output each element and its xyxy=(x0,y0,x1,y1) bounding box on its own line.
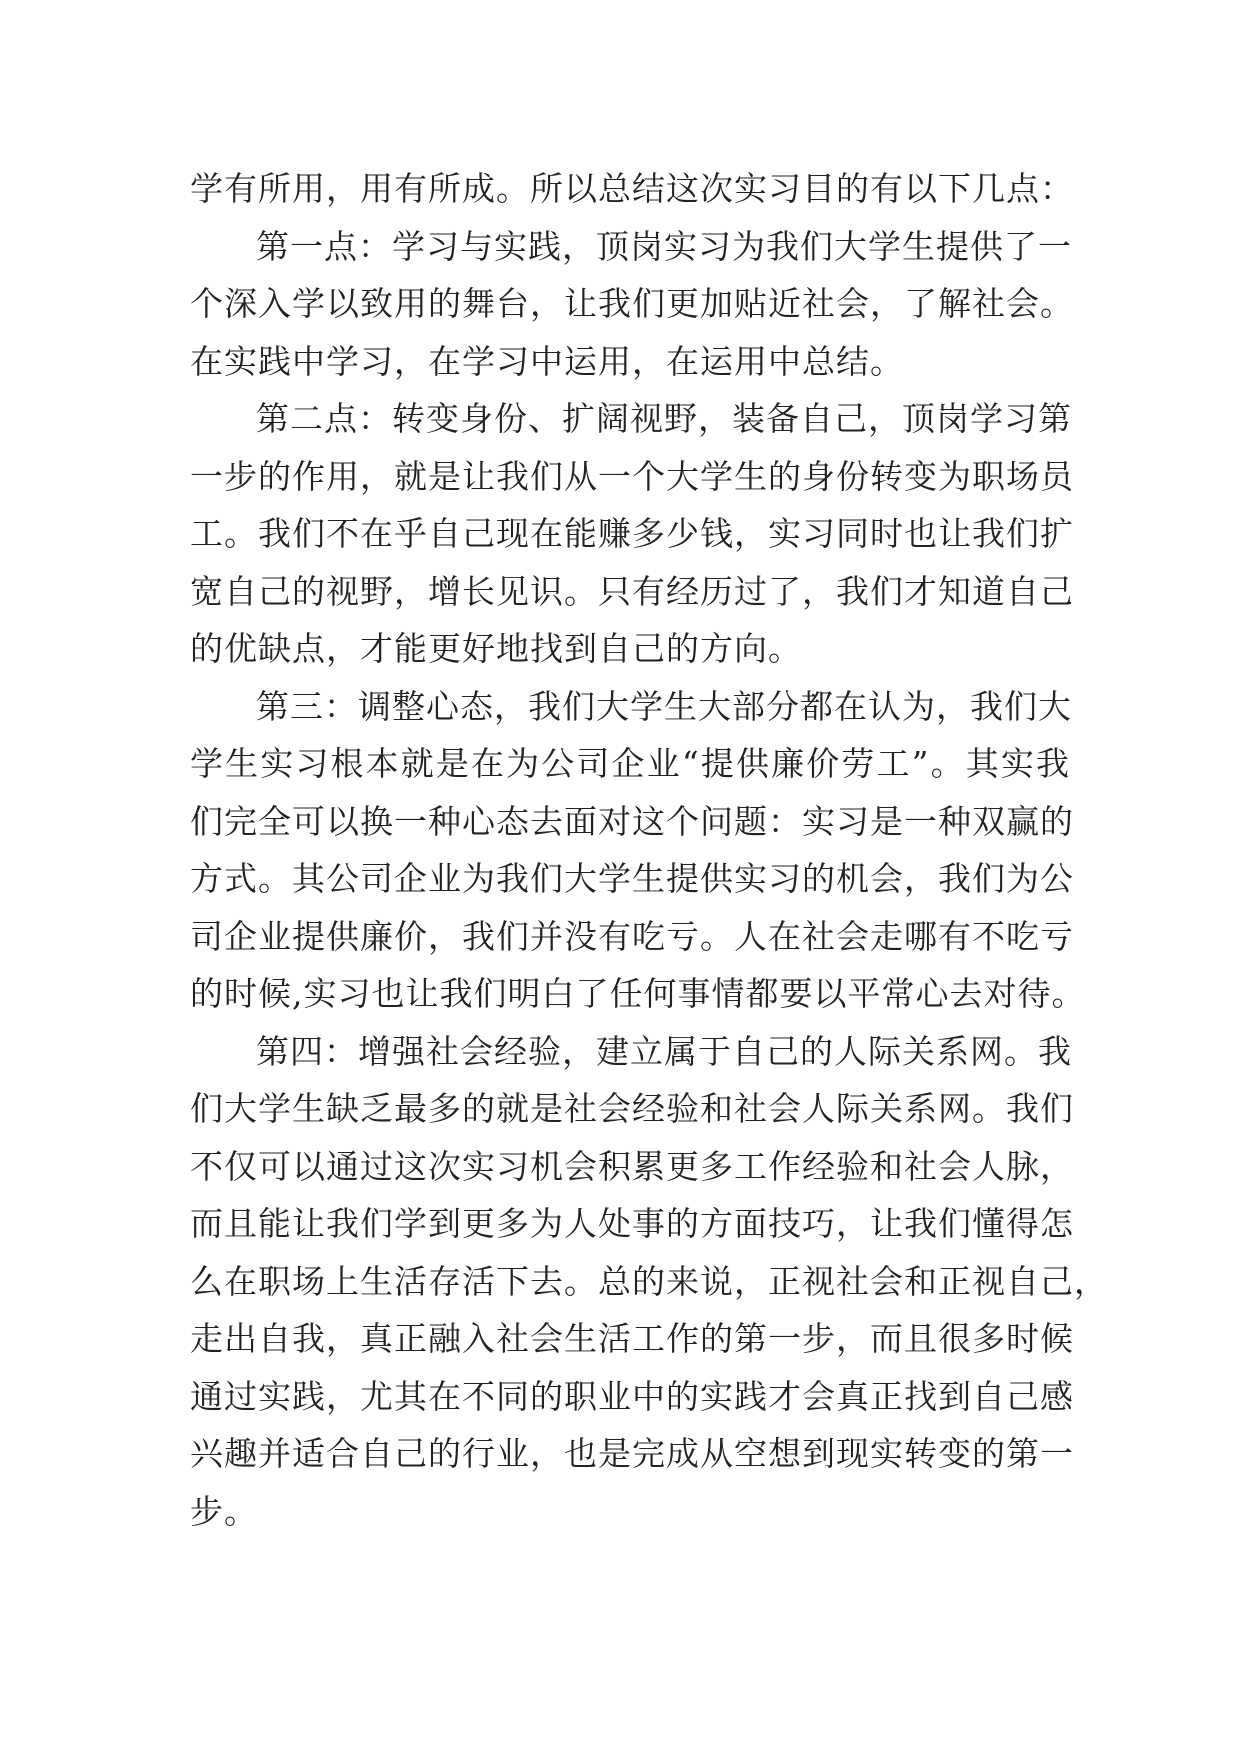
text-line: 工。我们不在乎自己现在能赚多少钱，实习同时也让我们扩 xyxy=(190,514,1074,553)
paragraph xyxy=(190,678,1086,1023)
text-line: 们大学生缺乏最多的就是社会经验和社会人际关系网。我们 xyxy=(190,1089,1074,1128)
text-line: 通过实践，尤其在不同的职业中的实践才会真正找到自己感 xyxy=(190,1376,1074,1416)
text-line: 第一点：学习与实践，顶岗实习为我们大学生提供了一 xyxy=(256,226,1072,266)
text-line: 么在职场上生活存活下去。总的来说，正视社会和正视自己， xyxy=(190,1261,1108,1301)
text-line: 不仅可以通过这次实习机会积累更多工作经验和社会人脉， xyxy=(190,1146,1074,1186)
text-line: 学有所用，用有所成。所以总结这次实习目的有以下几点： xyxy=(190,169,1074,208)
text-line: 司企业提供廉价，我们并没有吃亏。人在社会走哪有不吃亏 xyxy=(190,916,1074,956)
text-line: 们完全可以换一种心态去面对这个问题：实习是一种双赢的 xyxy=(190,801,1074,841)
paragraph xyxy=(190,390,1074,678)
text-line: 第四：增强社会经验，建立属于自己的人际关系网。我 xyxy=(256,1031,1072,1071)
text-line: 第三：调整心态，我们大学生大部分都在认为，我们大 xyxy=(256,686,1072,726)
text-line: 而且能让我们学到更多为人处事的方面技巧，让我们懂得怎 xyxy=(190,1204,1074,1243)
text-line: 一步的作用，就是让我们从一个大学生的身份转变为职场员 xyxy=(190,456,1074,496)
text-line: 第二点：转变身份、扩阔视野，装备自己，顶岗学习第 xyxy=(256,399,1072,438)
text-line: 方式。其公司企业为我们大学生提供实习的机会，我们为公 xyxy=(190,859,1074,898)
text-line: 走出自我，真正融入社会生活工作的第一步，而且很多时候 xyxy=(190,1319,1074,1358)
text-line: 兴趣并适合自己的行业，也是完成从空想到现实转变的第一 xyxy=(190,1434,1074,1473)
text-line: 在实践中学习，在学习中运用，在运用中总结。 xyxy=(190,341,904,381)
paragraph xyxy=(190,1023,1108,1541)
paragraph xyxy=(190,218,1074,391)
text-line: 的时候,实习也让我们明白了任何事情都要以平常心去对待。 xyxy=(190,974,1086,1013)
text-line: 的优缺点，才能更好地找到自己的方向。 xyxy=(190,629,802,668)
paragraph xyxy=(190,160,1074,218)
text-line: 步。 xyxy=(190,1491,258,1531)
document-body xyxy=(190,160,1108,1540)
text-line: 个深入学以致用的舞台，让我们更加贴近社会，了解社会。 xyxy=(190,284,1074,323)
text-line: 学生实习根本就是在为公司企业“提供廉价劳工”。其实我 xyxy=(190,744,1070,783)
text-line: 宽自己的视野，增长见识。只有经历过了，我们才知道自己 xyxy=(190,571,1074,611)
